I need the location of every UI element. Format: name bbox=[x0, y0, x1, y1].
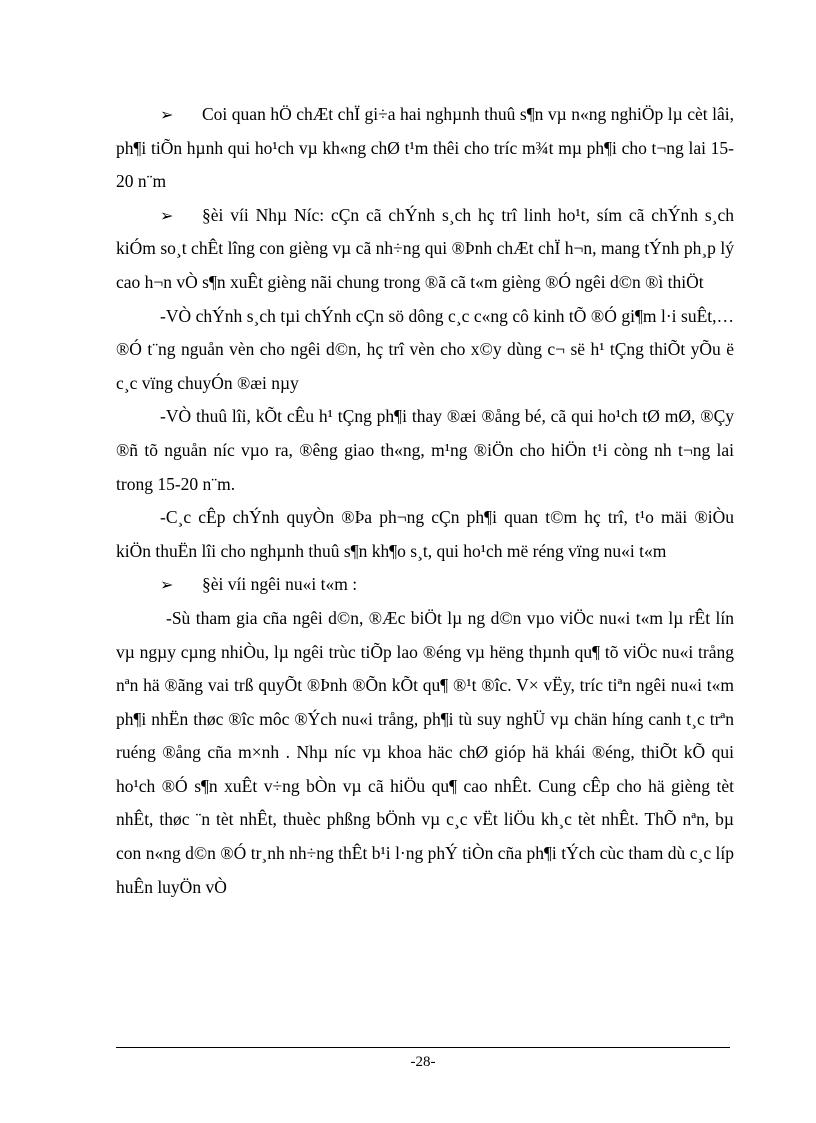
dash-paragraph-participation bbox=[116, 602, 734, 904]
dash-paragraph-local-government bbox=[116, 501, 734, 568]
paragraph-text: §èi víi ngêi nu«i t«m : bbox=[202, 574, 358, 595]
paragraph-text: -VÒ chÝnh s¸ch tµi chÝnh cÇn sö dông c¸c c«ng cô kinh tÕ ®Ó gi¶m l·i suÊt,…®Ó t¨ng nguån vèn cho ngêi d©n, hç trî vèn cho x©y dùng c¬ së h¹ tÇng thiÕt yÕu ë c¸c vïng chuyÓn ®æi nµy bbox=[116, 305, 734, 393]
paragraph-text: -VÒ thuû lîi, kÕt cÊu h¹ tÇng ph¶i thay ®æi ®ång bé, cã qui ho¹ch tØ mØ, ®Çy ®ñ tõ nguån níc vµo ra, ®êng giao th«ng, m¹ng ®iÖn cho hiÖn t¹i còng nh t¬ng lai trong 15-20 n¨m. bbox=[116, 406, 734, 494]
arrow-bullet-icon: ➢ bbox=[160, 205, 174, 225]
bullet-paragraph-shrimp-farmers bbox=[116, 568, 734, 602]
body-text bbox=[116, 98, 734, 904]
paragraph-text: Coi quan hÖ chÆt chÏ gi÷a hai nghµnh thuû s¶n vµ n«ng nghiÖp lµ cèt lâi, ph¶i tiÕn hµnh qui ho¹ch vµ kh«ng chØ t¹m thêi cho tríc m¾t mµ ph¶i cho t¬ng lai 15-20 n¨m bbox=[116, 104, 734, 192]
paragraph-text: -C¸c cÊp chÝnh quyÒn ®Þa ph¬ng cÇn ph¶i quan t©m hç trî, t¹o mäi ®iÒu kiÖn thuËn lîi cho nghµnh thuû s¶n kh¶o s¸t, qui ho¹ch më réng vïng nu«i t«m bbox=[116, 507, 734, 561]
bullet-paragraph-state bbox=[116, 199, 734, 300]
bullet-paragraph-agriculture bbox=[116, 98, 734, 199]
paragraph-text: §èi víi Nhµ Níc: cÇn cã chÝnh s¸ch hç trî linh ho¹t, sím cã chÝnh s¸ch kiÓm so¸t chÊt lîng con gièng vµ cã nh÷ng qui ®Þnh chÆt chÏ h¬n, mang tÝnh ph¸p lý cao h¬n vÒ s¶n xuÊt gièng nãi chung trong ®ã cã t«m gièng ®Ó ngêi d©n ®ì thiÖt bbox=[116, 204, 734, 292]
arrow-bullet-icon: ➢ bbox=[160, 105, 174, 124]
dash-paragraph-finance bbox=[116, 300, 734, 401]
arrow-bullet-icon: ➢ bbox=[160, 575, 174, 595]
page-number: -28- bbox=[410, 1054, 436, 1070]
paragraph-text: -Sù tham gia cña ngêi d©n, ®Æc biÖt lµ ng d©n vµo viÖc nu«i t«m lµ rÊt lín vµ ngµy cµng nhiÒu, lµ ngêi trùc tiÕp lao ®éng vµ hëng thµnh qu¶ tõ viÖc nu«i trång nªn hä ®ãng vai trß quyÕt ®Þnh ®Õn kÕt qu¶ ®¹t ®îc. V× vËy, tríc tiªn ngêi nu«i t«m ph¶i nhËn thøc ®îc môc ®Ých nu«i trång, ph¶i tù suy nghÜ vµ chän híng canh t¸c trªn ruéng ®ång cña m×nh . Nhµ níc vµ khoa häc chØ gióp hä khái ®éng, thiÕt kÕ qui ho¹ch ®Ó s¶n xuÊt v÷ng bÒn vµ cã hiÖu qu¶ cao nhÊt. Cung cÊp cho hä gièng tèt nhÊt, thøc ¨n tèt nhÊt, thuèc phßng bÖnh vµ c¸c vËt liÖu kh¸c tèt nhÊt. ThÕ nªn, bµ con n«ng d©n ®Ó tr¸nh nh÷ng thÊt b¹i l·ng phÝ tiÒn cña ph¶i tÝch cùc tham dù c¸c líp huÊn luyÖn vÒ bbox=[116, 607, 734, 897]
dash-paragraph-irrigation bbox=[116, 400, 734, 501]
footer-divider bbox=[116, 1047, 730, 1048]
